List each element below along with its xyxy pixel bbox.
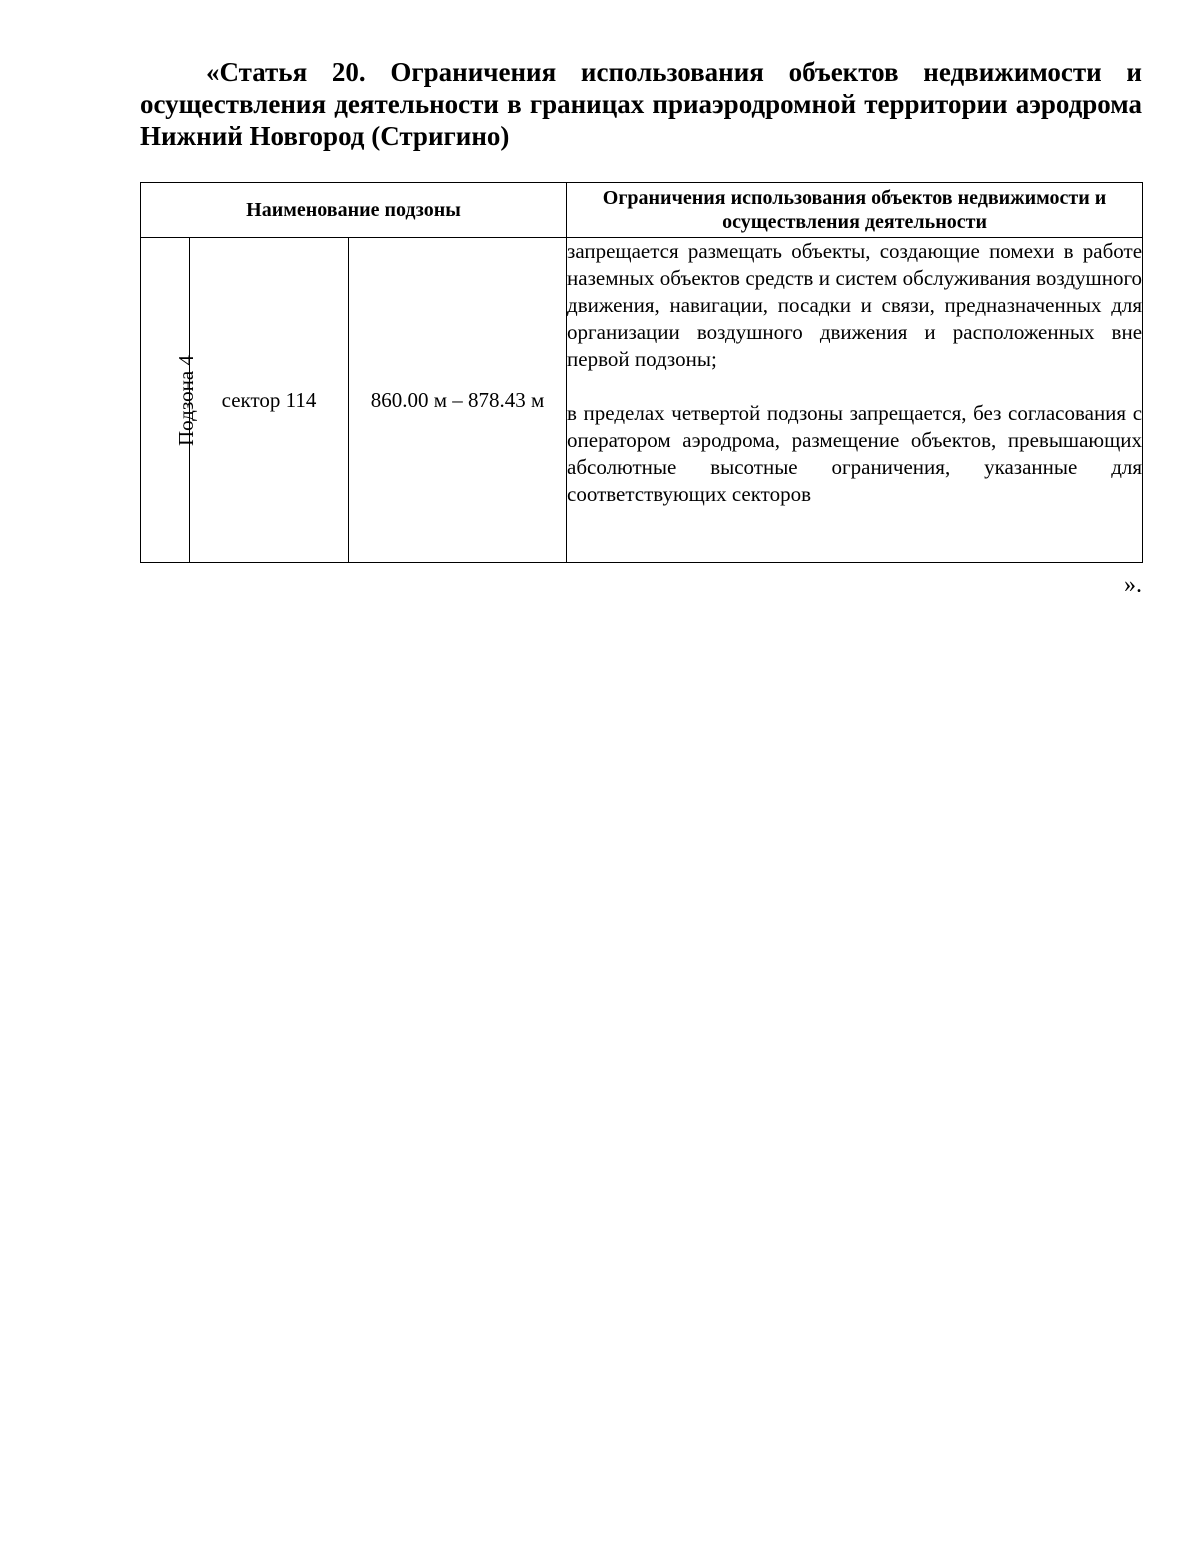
restrictions-table (140, 182, 1143, 563)
restriction-paragraph-2: в пределах четвертой подзоны запрещается, без согласования с оператором аэродрома, размещение объектов, превышающих абсолютные высотные ограничения, указанные для соответствующих секторов (567, 401, 1143, 506)
restrictions-text-cell (567, 238, 1143, 563)
subzone-label: Подзона 4 (173, 354, 198, 446)
article-title: «Статья 20. Ограничения использования объектов недвижимости и осуществления деятельности в границах приаэродромной территории аэродрома Нижний Новгород (Стригино) (140, 57, 1142, 151)
sector-cell: сектор 114 (190, 238, 349, 563)
header-restrictions: Ограничения использования объектов недвижимости и осуществления деятельности (567, 183, 1143, 238)
subzone-cell (141, 238, 198, 563)
height-range-cell: 860.00 м – 878.43 м (349, 238, 567, 563)
document-page (140, 0, 1142, 152)
table-row (141, 238, 1143, 563)
closing-quote-mark: ». (1124, 572, 1142, 598)
table-header-row (141, 183, 1143, 238)
restriction-paragraph-1: запрещается размещать объекты, создающие помехи в работе наземных объектов средств и систем обслуживания воздушного движения, навигации, посадки и связи, предназначенных для организации воздушного движения и расположенных вне первой подзоны; (567, 239, 1143, 371)
header-subzone-name: Наименование подзоны (141, 183, 567, 238)
